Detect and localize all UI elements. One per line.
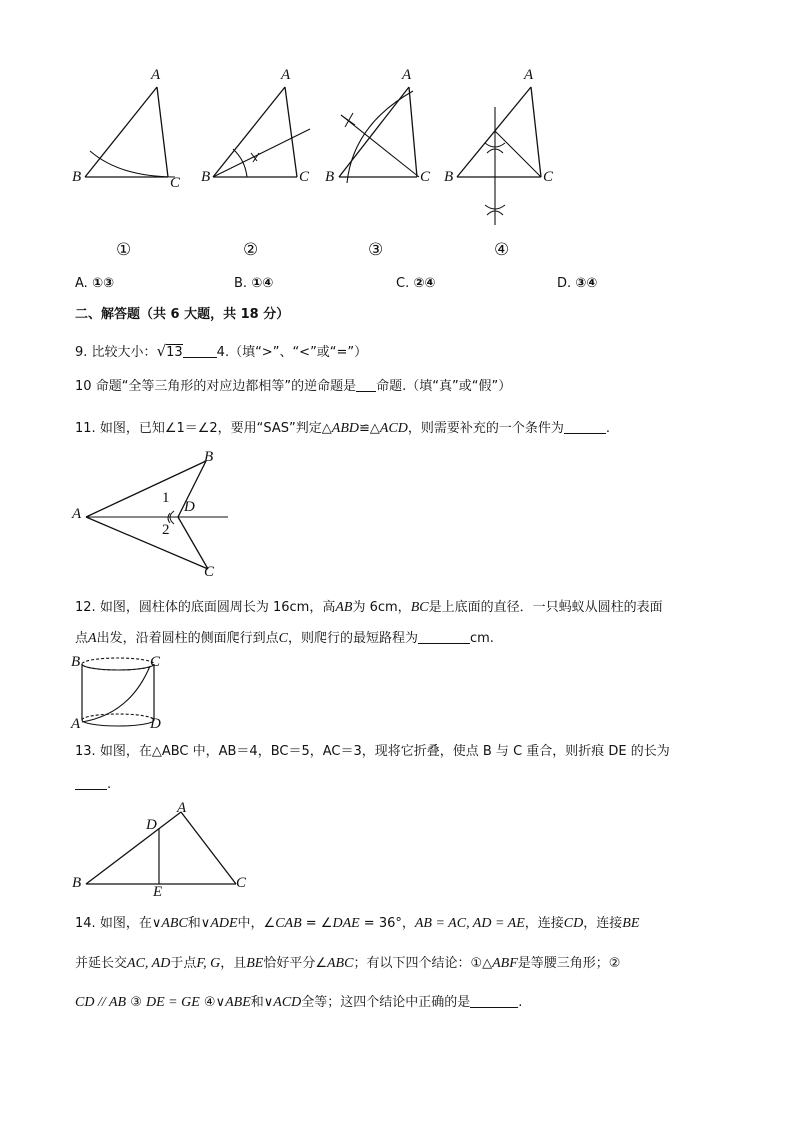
question-13: 13. 如图，在△ABC 中，AB＝4，BC＝5，AC＝3，现将它折叠，使点 B 与 C 重合，则折痕 DE 的长为 (75, 744, 670, 759)
figure-number-2: ② (243, 240, 259, 260)
question-11: 11. 如图，已知∠1＝∠2，要用“SAS”判定△ABD≌△ACD，则需要补充的一个条件为 . (75, 421, 611, 436)
fig4-label-a: A (524, 67, 534, 83)
q11-label-c: C (204, 564, 215, 580)
question-12-line-1: 12. 如图，圆柱体的底面圆周长为 16cm，高AB为 6cm，BC是上底面的直径．一只蚂蚁从圆柱的表面 (75, 600, 663, 615)
fig2-label-b: B (201, 169, 211, 185)
sqrt-symbol: √ (156, 342, 167, 360)
figure-number-1: ① (116, 240, 132, 260)
fig1-label-a: A (151, 67, 161, 83)
q13-label-c: C (236, 875, 247, 891)
figure-construction-4 (445, 65, 565, 235)
answer-blank-10[interactable] (356, 377, 376, 392)
fig3-label-c: C (420, 169, 431, 185)
q11-angle-2: 2 (162, 522, 170, 538)
fig1-label-b: B (72, 169, 82, 185)
option-c[interactable]: C. ②④ (396, 276, 436, 291)
figure-number-3: ③ (368, 240, 384, 260)
fig1-label-c: C (170, 175, 181, 191)
figure-number-4: ④ (494, 240, 510, 260)
q13-label-a: A (177, 800, 187, 816)
answer-blank-13[interactable] (75, 775, 107, 790)
figure-q13 (70, 800, 250, 895)
question-14-line-3: CD // AB ③ DE = GE ④∨ABE和∨ACD全等；这四个结论中正确的是 . (75, 995, 523, 1010)
q11-label-a: A (72, 506, 82, 522)
answer-blank-14[interactable] (470, 993, 518, 1008)
fig4-label-b: B (444, 169, 454, 185)
question-12-line-2: 点A出发，沿着圆柱的侧面爬行到点C，则爬行的最短路程为 cm. (75, 631, 494, 646)
fig3-label-b: B (325, 169, 335, 185)
q13-label-d: D (146, 817, 157, 833)
radicand: 13 (166, 345, 183, 360)
q12-label-a: A (71, 716, 81, 732)
q12-label-c: C (150, 654, 161, 670)
q12-label-b: B (71, 654, 81, 670)
section-title: 二、解答题（共 6 大题，共 18 分） (75, 307, 290, 322)
fig3-label-a: A (402, 67, 412, 83)
fig4-label-c: C (543, 169, 554, 185)
question-10: 10 命题“全等三角形的对应边都相等”的逆命题是 命题.（填“真”或“假”） (75, 379, 512, 394)
fig2-label-c: C (299, 169, 310, 185)
q12-label-d: D (150, 716, 161, 732)
option-a[interactable]: A. ①③ (75, 276, 114, 291)
q11-label-d: D (184, 499, 195, 515)
figure-q11 (70, 445, 250, 590)
answer-blank-9[interactable] (183, 343, 217, 358)
option-d[interactable]: D. ③④ (557, 276, 598, 291)
q11-label-b: B (204, 449, 214, 465)
fig2-label-a: A (281, 67, 291, 83)
answer-blank-11[interactable] (564, 419, 606, 434)
question-14-line-2: 并延长交AC, AD于点F, G，且BE恰好平分∠ABC；有以下四个结论：①△ABF是等腰三角形；② (75, 956, 621, 971)
q11-angle-1: 1 (162, 490, 170, 506)
question-13-blank-line: . (75, 775, 111, 795)
option-b[interactable]: B. ①④ (234, 276, 274, 291)
q13-label-b: B (72, 875, 82, 891)
q13-label-e: E (153, 884, 163, 900)
answer-blank-12[interactable] (418, 629, 470, 644)
question-14-line-1: 14. 如图，在∨ABC和∨ADE中，∠CAB = ∠DAE = 36°，AB = AC, AD = AE，连接CD，连接BE (75, 916, 640, 931)
question-9: 9. 比较大小：√13 4.（填“>”、“<”或“=”） (75, 342, 368, 360)
